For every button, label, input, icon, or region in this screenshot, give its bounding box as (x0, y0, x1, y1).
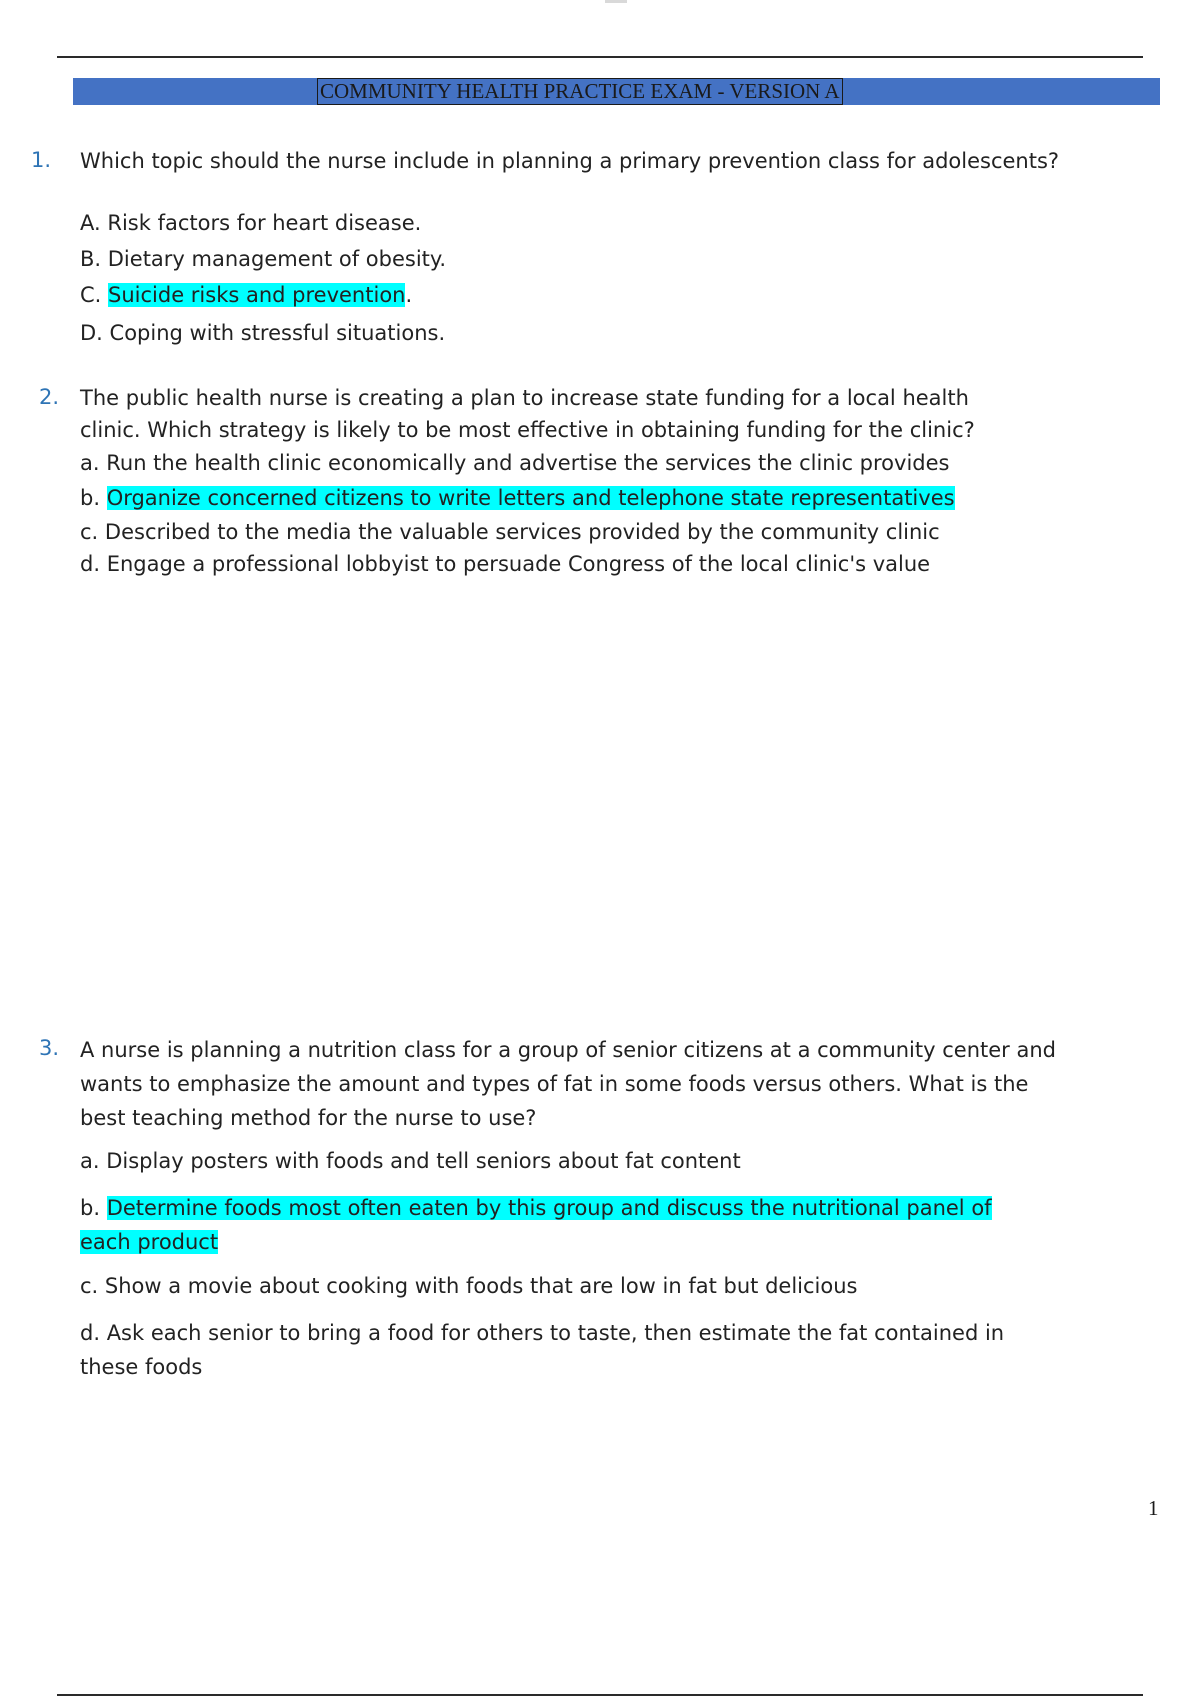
stem-line: Which topic should the nurse include in planning a primary prevention class for adolescents? (80, 149, 1060, 173)
option-d[interactable] (80, 317, 1140, 349)
option-a[interactable] (80, 207, 1140, 239)
stem-line: wants to emphasize the amount and types of fat in some foods versus others. What is the (80, 1072, 1029, 1096)
stem-line: A nurse is planning a nutrition class for a group of senior citizens at a community center and (80, 1038, 1056, 1062)
stem-line: clinic. Which strategy is likely to be most effective in obtaining funding for the clinic? (80, 418, 975, 442)
option-prefix: C. (80, 283, 109, 307)
option-b[interactable] (80, 243, 1140, 275)
option-text-highlighted: each product (80, 1230, 219, 1254)
option-text: Coping with stressful situations. (109, 321, 446, 345)
question-number: 3. (39, 1036, 60, 1060)
option-prefix: d. (80, 1321, 107, 1345)
question-number: 1. (31, 148, 52, 172)
option-a[interactable] (80, 1145, 1140, 1177)
option-prefix: c. (80, 520, 105, 544)
question-stem (80, 1033, 1140, 1135)
option-text: Described to the media the valuable services provided by the community clinic (104, 520, 940, 544)
page-number: 1 (1148, 1496, 1159, 1520)
option-text: Show a movie about cooking with foods that are low in fat but delicious (104, 1274, 858, 1298)
question-stem (80, 382, 1140, 446)
footer-rule (57, 1694, 1143, 1696)
option-line (80, 1316, 1140, 1350)
option-line: these foods (80, 1355, 203, 1379)
stem-line: best teaching method for the nurse to use? (80, 1106, 537, 1130)
option-d[interactable] (80, 548, 1140, 580)
option-prefix: D. (80, 321, 110, 345)
option-text-highlighted: Organize concerned citizens to write letters and telephone state representatives (106, 486, 955, 510)
question-stem (80, 145, 1140, 178)
option-line (80, 1191, 1140, 1225)
option-text: Dietary management of obesity. (107, 247, 447, 271)
option-text-highlighted: Determine foods most often eaten by this group and discuss the nutritional panel of (106, 1196, 992, 1220)
exam-title: COMMUNITY HEALTH PRACTICE EXAM - VERSION A (317, 78, 843, 105)
option-c[interactable] (80, 1270, 1140, 1302)
question-number: 2. (39, 385, 60, 409)
option-prefix: d. (80, 552, 107, 576)
stem-line: The public health nurse is creating a plan to increase state funding for a local health (80, 386, 969, 410)
option-prefix: a. (80, 1149, 107, 1173)
option-text: Display posters with foods and tell seniors about fat content (106, 1149, 741, 1173)
option-text: Ask each senior to bring a food for others to taste, then estimate the fat contained in (106, 1321, 1005, 1345)
option-text: Run the health clinic economically and advertise the services the clinic provides (106, 451, 950, 475)
header-rule (57, 56, 1143, 58)
option-prefix: b. (80, 1196, 107, 1220)
title-bar (73, 78, 1160, 105)
option-d[interactable] (80, 1316, 1140, 1384)
option-prefix: A. (80, 211, 108, 235)
option-suffix: . (405, 283, 413, 307)
option-text-highlighted: Suicide risks and prevention (108, 283, 406, 307)
option-c-correct[interactable] (80, 279, 1140, 311)
option-line (80, 1225, 1140, 1259)
option-text: Risk factors for heart disease. (107, 211, 422, 235)
option-text: Engage a professional lobbyist to persuade Congress of the local clinic's value (106, 552, 931, 576)
option-prefix: a. (80, 451, 107, 475)
option-prefix: c. (80, 1274, 105, 1298)
option-prefix: b. (80, 486, 107, 510)
option-b-correct[interactable] (80, 482, 1140, 514)
option-prefix: B. (80, 247, 108, 271)
option-a[interactable] (80, 447, 1140, 479)
option-b-correct[interactable] (80, 1191, 1140, 1259)
top-page-mark (605, 0, 627, 3)
option-c[interactable] (80, 516, 1140, 548)
